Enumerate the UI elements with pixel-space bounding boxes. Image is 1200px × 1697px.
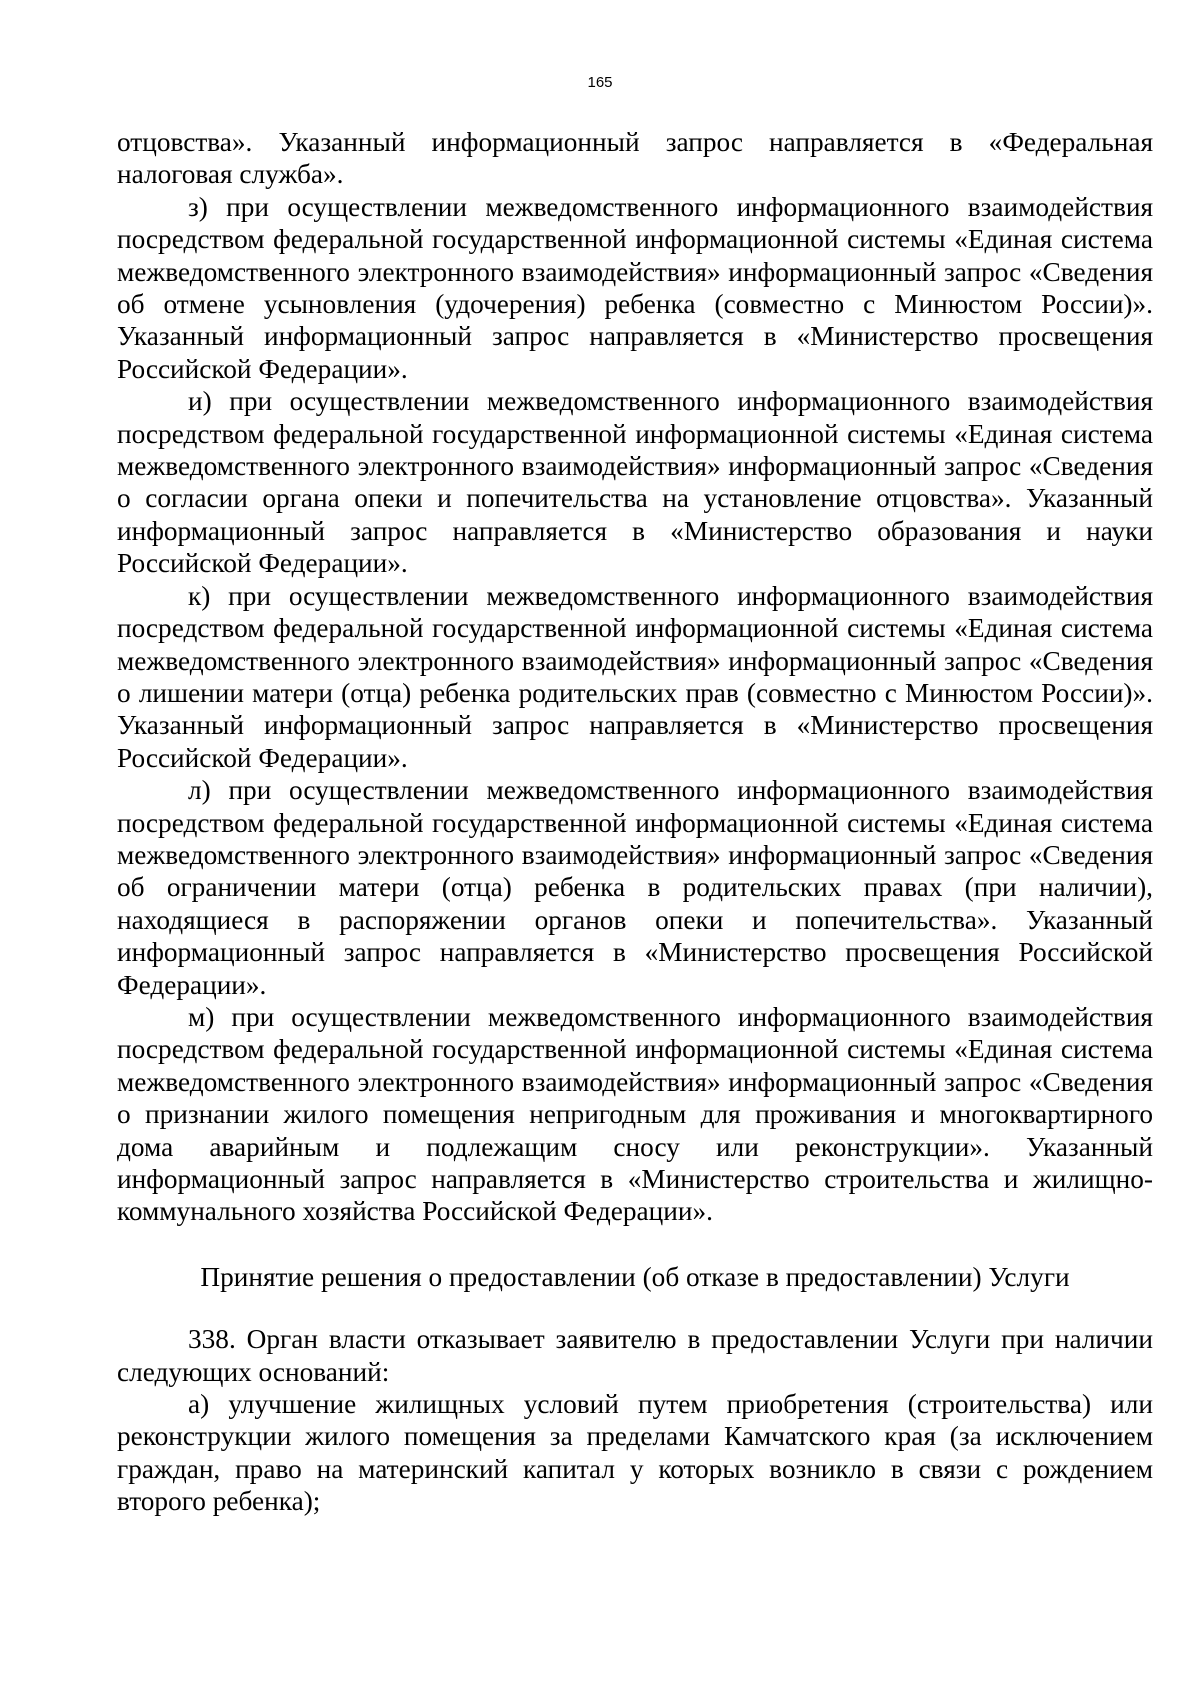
paragraph-continuation: отцовства». Указанный информационный запрос направляется в «Федеральная налоговая служба».	[117, 127, 1153, 190]
paragraph-item-m: м) при осуществлении межведомственного информационного взаимодействия посредством федеральной государственной информационной системы «Единая система межведомственного электронного взаимодействия» информационный запрос «Сведения о признании жилого помещения непригодным для проживания и многоквартирного дома аварийным и подлежащим сносу или реконструкции». Указанный информационный запрос направляется в «Министерство строительства и жилищно-коммунального хозяйства Российской Федерации».	[117, 1001, 1153, 1227]
document-body	[117, 126, 1153, 1518]
paragraph-item-i: и) при осуществлении межведомственного информационного взаимодействия посредством федеральной государственной информационной системы «Единая система межведомственного электронного взаимодействия» информационный запрос «Сведения о согласии органа опеки и попечительства на установление отцовства». Указанный информационный запрос направляется в «Министерство образования и науки Российской Федерации».	[117, 386, 1153, 579]
paragraph-item-z: з) при осуществлении межведомственного информационного взаимодействия посредством федеральной государственной информационной системы «Единая система межведомственного электронного взаимодействия» информационный запрос «Сведения об отмене усыновления (удочерения) ребенка (совместно с Минюстом России)». Указанный информационный запрос направляется в «Министерство просвещения Российской Федерации».	[117, 191, 1153, 384]
section-heading: Принятие решения о предоставлении (об отказе в предоставлении) Услуги	[200, 1261, 1070, 1292]
paragraph-item-k: к) при осуществлении межведомственного информационного взаимодействия посредством федеральной государственной информационной системы «Единая система межведомственного электронного взаимодействия» информационный запрос «Сведения о лишении матери (отца) ребенка родительских прав (совместно с Минюстом России)». Указанный информационный запрос направляется в «Министерство просвещения Российской Федерации».	[117, 580, 1153, 773]
paragraph-item-a: а) улучшение жилищных условий путем приобретения (строительства) или реконструкции жилого помещения за пределами Камчатского края (за исключением граждан, право на материнский капитал у которых возникло в связи с рождением второго ребенка);	[117, 1389, 1153, 1517]
paragraph-item-l: л) при осуществлении межведомственного информационного взаимодействия посредством федеральной государственной информационной системы «Единая система межведомственного электронного взаимодействия» информационный запрос «Сведения об ограничении матери (отца) ребенка в родительских правах (при наличии), находящиеся в распоряжении органов опеки и попечительства». Указанный информационный запрос направляется в «Министерство просвещения Российской Федерации».	[117, 775, 1153, 1000]
page-number: 165	[587, 74, 613, 91]
paragraph-338: 338. Орган власти отказывает заявителю в предоставлении Услуги при наличии следующих оснований:	[117, 1324, 1153, 1387]
